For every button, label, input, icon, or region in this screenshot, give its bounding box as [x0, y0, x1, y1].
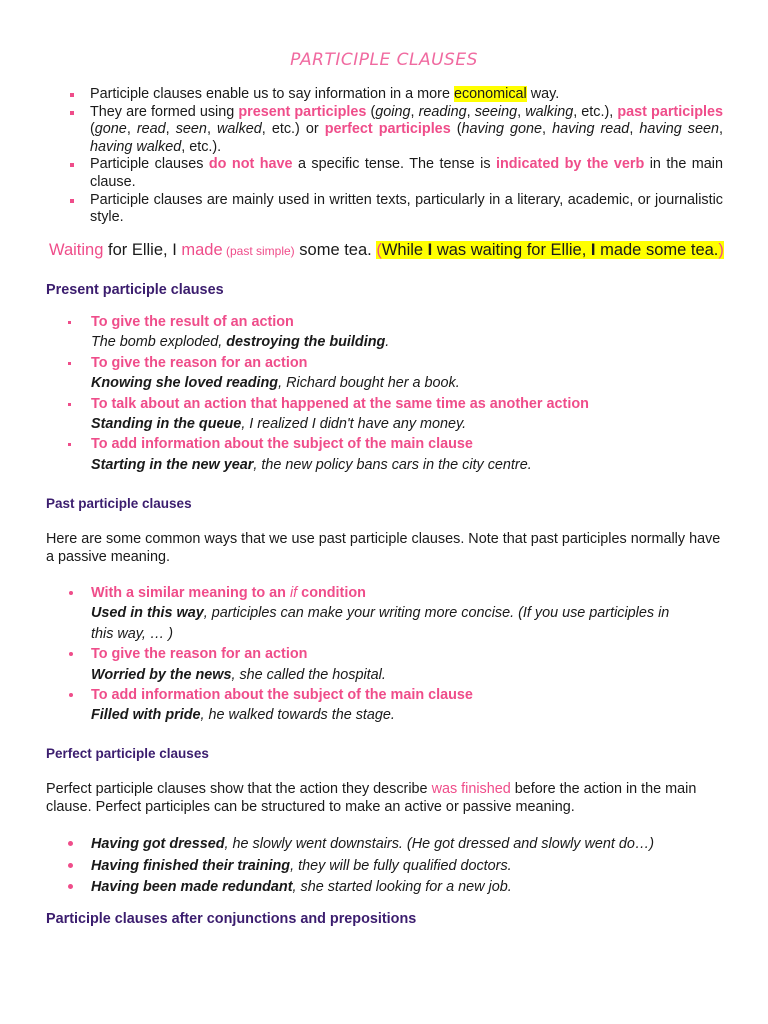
list-item: Having been made redundant, she started looking for a new job. — [68, 877, 728, 899]
example-line: Standing in the queue, I realized I didn't have any money. — [91, 416, 467, 433]
list-item: With a similar meaning to an if condition — [68, 583, 728, 603]
square-bullet-icon — [70, 111, 74, 115]
list-item: To give the reason for an action — [68, 644, 728, 664]
intro-bullet: Participle clauses enable us to say information in a more economical way. — [70, 86, 723, 104]
example-line: The bomb exploded, destroying the building. — [91, 334, 390, 351]
example-line: Used in this way, participles can make your writing more concise. (If you use participles in — [91, 605, 670, 622]
section-heading-perfect: Perfect participle clauses — [46, 746, 209, 761]
square-bullet-icon — [70, 163, 74, 167]
round-bullet-icon — [68, 884, 73, 889]
section-heading-past: Past participle clauses — [46, 496, 192, 511]
square-bullet-icon — [70, 199, 74, 203]
square-bullet-icon — [70, 93, 74, 97]
highlighted-word: economical — [453, 86, 527, 102]
list-item: To add information about the subject of the main clause — [68, 434, 728, 454]
intro-bullet: Participle clauses are mainly used in written texts, particularly in a literary, academic, or journalistic style. — [70, 192, 723, 227]
intro-bullet: Participle clauses do not have a specific tense. The tense is indicated by the verb in the main clause. — [70, 156, 723, 191]
example-line: Starting in the new year, the new policy bans cars in the city centre. — [91, 456, 532, 473]
perfect-list — [68, 834, 728, 899]
list-item: To give the result of an action — [68, 312, 728, 332]
page-title: PARTICIPLE CLAUSES — [290, 50, 478, 70]
square-bullet-icon — [68, 362, 71, 365]
example-line: Filled with pride, he walked towards the stage. — [91, 707, 395, 724]
section-heading-present: Present participle clauses — [46, 282, 224, 298]
round-bullet-icon — [68, 863, 73, 868]
example-line: Knowing she loved reading, Richard bought her a book. — [91, 375, 460, 392]
square-bullet-icon — [68, 321, 71, 324]
list-item: Having got dressed, he slowly went downstairs. (He got dressed and slowly went do…) — [68, 834, 728, 856]
section-heading-conjunctions: Participle clauses after conjunctions and prepositions — [46, 911, 417, 927]
example-line: Worried by the news, she called the hospital. — [91, 666, 386, 683]
example-line-continued: this way, … ) — [91, 625, 174, 642]
round-bullet-icon — [69, 591, 73, 595]
intro-bullets — [70, 86, 723, 227]
list-item: Having finished their training, they will be fully qualified doctors. — [68, 856, 728, 878]
round-bullet-icon — [68, 841, 73, 846]
past-intro: Here are some common ways that we use past participle clauses. Note that past participles normally have a passive meaning. — [46, 531, 721, 565]
present-list — [68, 312, 728, 475]
square-bullet-icon — [68, 403, 71, 406]
list-item: To add information about the subject of the main clause — [68, 685, 728, 705]
intro-bullet: They are formed using present participles (going, reading, seeing, walking, etc.), past participles (gone, read, seen, walked, etc.) or perfect participles (having gone, having read, having seen, having walked, etc.). — [70, 104, 723, 157]
round-bullet-icon — [69, 693, 73, 697]
list-item: To talk about an action that happened at the same time as another action — [68, 394, 728, 414]
example-sentence: Waiting for Ellie, I made (past simple) some tea. (While I was waiting for Ellie, I made some tea.) — [49, 241, 724, 259]
square-bullet-icon — [68, 443, 71, 446]
list-item: To give the reason for an action — [68, 353, 728, 373]
perfect-intro: Perfect participle clauses show that the action they describe was finished before the action in the main clause. Perfect participles can be structured to make an active or passive meaning. — [46, 781, 697, 815]
round-bullet-icon — [69, 652, 73, 656]
past-list — [68, 583, 728, 726]
